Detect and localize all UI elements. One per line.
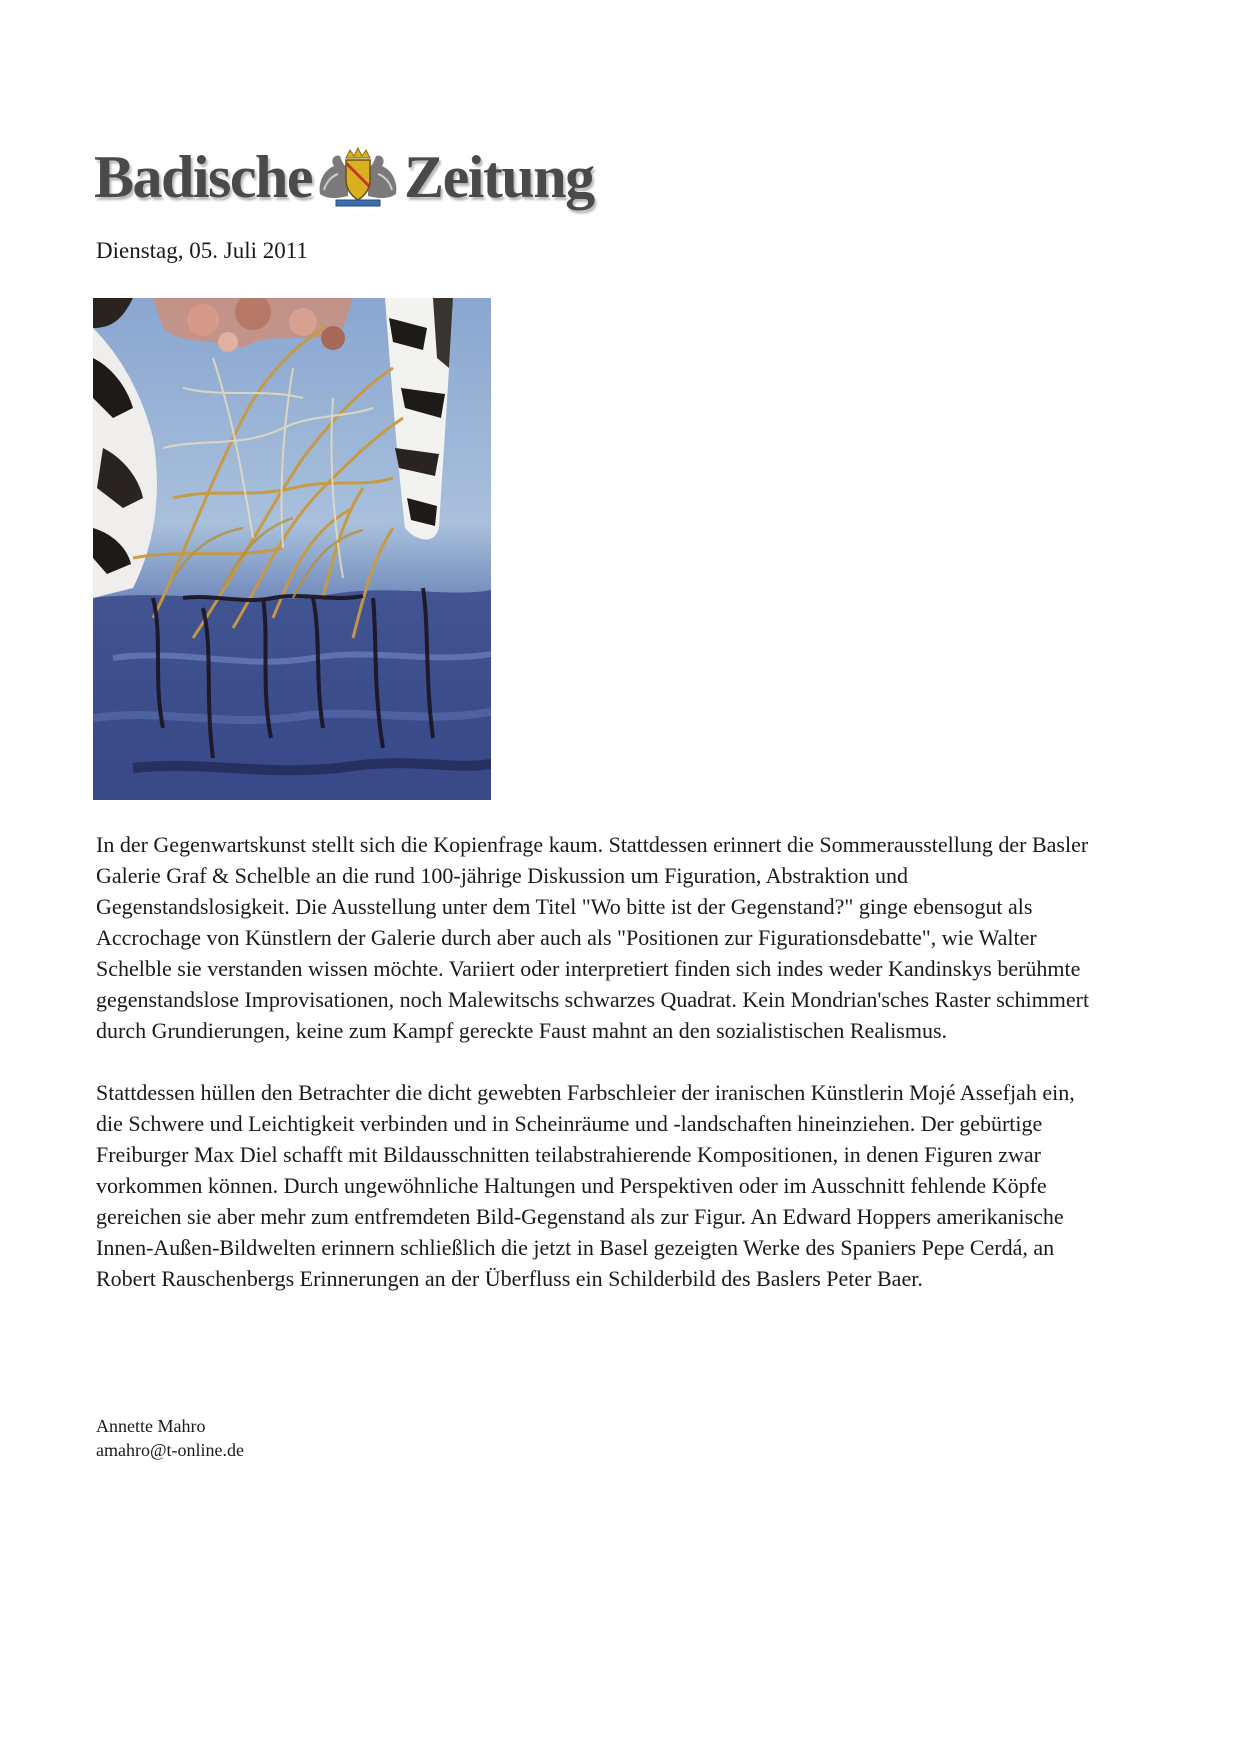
article-paragraph-2: Stattdessen hüllen den Betrachter die dicht gewebten Farbschleier der iranischen Künstlerin Mojé Assefjah ein, die Schwere und Leichtigkeit verbinden und in Scheinräume und -landschaften hineinziehen. Der gebürtige Freiburger Max Diel schafft mit Bildausschnitten teilabstrahierende Kompositionen, in denen Figuren zwar vorkommen können. Durch ungewöhnliche Haltungen und Perspektiven oder im Ausschnitt fehlende Köpfe gereichen sie aber mehr zum entfremdeten Bild-Gegenstand als zur Figur. An Edward Hoppers amerikanische Innen-Außen-Bildwelten erinnern schließlich die jetzt in Basel gezeigten Werke des Spaniers Pepe Cerdá, an Robert Rauschenbergs Erinnerungen an der Überfluss ein Schilderbild des Baslers Peter Baer. [96, 1080, 1075, 1291]
masthead-word-right: Zeitung [404, 144, 594, 210]
author-email: amahro@t-online.de [96, 1440, 245, 1460]
masthead-word-left: Badische [94, 144, 313, 210]
coat-of-arms-icon [314, 144, 402, 210]
abstract-painting-image [93, 298, 491, 800]
article-paragraph-1: In der Gegenwartskunst stellt sich die Kopienfrage kaum. Stattdessen erinnert die Sommerausstellung der Basler Galerie Graf & Schelble an die rund 100-jährige Diskussion um Figuration, Abstraktion und Gegenstandslosigkeit. Die Ausstellung unter dem Titel "Wo bitte ist der Gegenstand?" ginge ebensogut als Accrochage von Künstlern der Galerie durch aber auch als "Positionen zur Figurationsdebatte", wie Walter Schelble sie verstanden wissen möchte. Variiert oder interpretiert finden sich indes weder Kandinskys berühmte gegenstandslose Improvisationen, noch Malewitschs schwarzes Quadrat. Kein Mondrian'sches Raster schimmert durch Grundierungen, keine zum Kampf gereckte Faust mahnt an den sozialistischen Realismus. [96, 832, 1090, 1043]
dateline: Dienstag, 05. Juli 2011 [96, 238, 308, 263]
author-name: Annette Mahro [96, 1416, 206, 1436]
masthead-logo [94, 138, 614, 216]
byline [96, 1414, 244, 1462]
article-body [96, 829, 1096, 1325]
